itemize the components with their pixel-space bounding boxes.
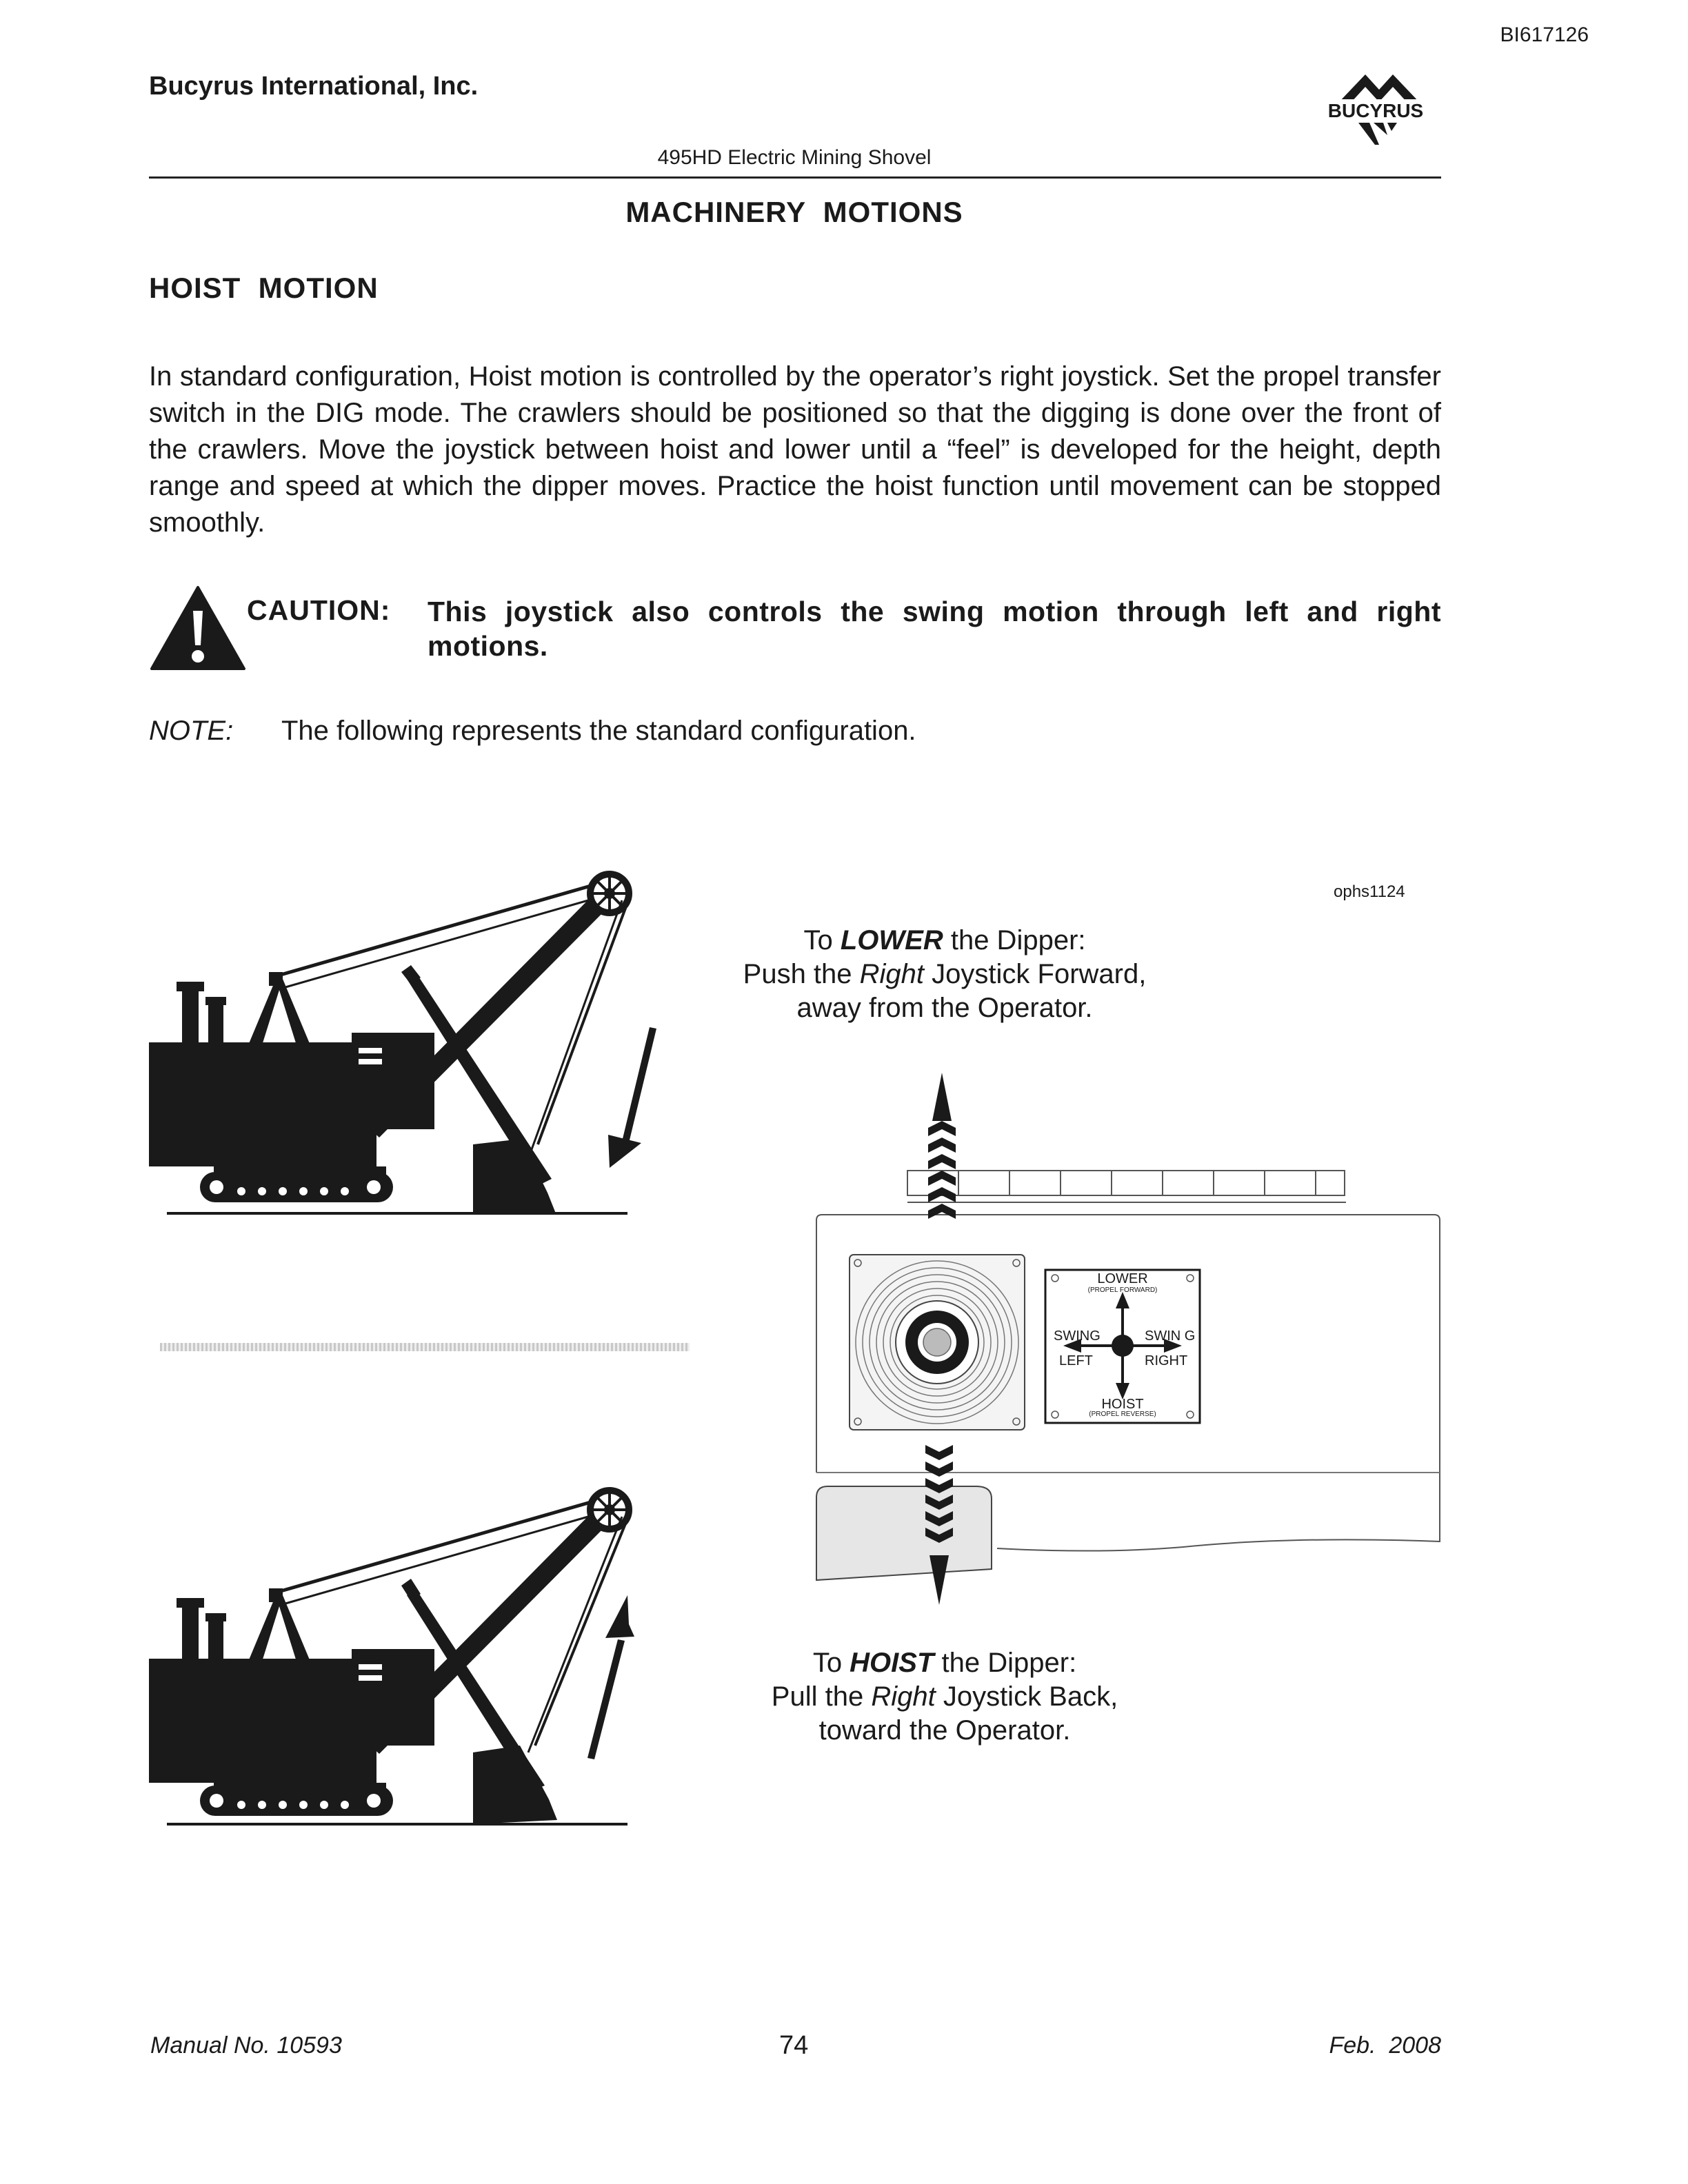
hoist-line3: toward the Operator. [818,1715,1071,1746]
hoist-instruction [690,1646,1200,1748]
lower-line3: away from the Operator. [796,993,1093,1023]
panel-lower-sublabel: (PROPEL FORWARD) [1087,1286,1158,1294]
body-paragraph: In standard configuration, Hoist motion is controlled by the operator’s right joystick. Set the propel transfer switch in the DIG mode. The crawlers should be positioned so that the digging is done over the front of the crawlers. Move the joystick between hoist and lower until a “feel” is developed for the height, depth range and speed at which the dipper moves. Practice the hoist function until movement can be stopped smoothly. [149,361,1441,538]
hoist-line2-emphasis: Right [871,1681,936,1712]
lower-instr-prefix: To [803,925,841,956]
note-text: The following represents the standard configuration. [281,716,916,746]
panel-hoist-sublabel: (PROPEL REVERSE) [1089,1410,1156,1418]
manual-number: Manual No. 10593 [150,2032,342,2059]
lower-action: LOWER [840,925,943,956]
lower-instruction [690,924,1200,1025]
note-label: NOTE: [149,716,234,746]
panel-hoist-label: HOIST [1101,1397,1144,1412]
lower-line2-suffix: Joystick Forward, [924,959,1147,989]
section-title: MACHINERY MOTIONS [625,196,963,228]
caution-text: This joystick also controls the swing motion through left and right motions. [428,596,1441,662]
panel-swing-right-label [1145,1324,1195,1373]
logo-text: BUCYRUS [1327,100,1424,121]
lower-instr-suffix: the Dipper: [943,925,1086,956]
document-subtitle: 495HD Electric Mining Shovel [657,146,932,169]
hoist-instr-suffix: the Dipper: [934,1648,1077,1678]
company-name: Bucyrus International, Inc. [149,72,479,101]
hoist-line2-prefix: Pull the [771,1681,872,1712]
hoist-line2-suffix: Joystick Back, [935,1681,1118,1712]
figure-reference: ophs1124 [1334,882,1405,901]
page-number: 74 [779,2031,809,2060]
panel-swing-left-label [1054,1324,1101,1373]
joystick-console [811,1073,1445,1610]
document-id: BI617126 [1500,23,1589,46]
panel-swing-right-line2: RIGHT [1145,1353,1188,1368]
panel-swing-left-line1: SWING [1054,1328,1101,1344]
publication-date: Feb. 2008 [1329,2032,1441,2059]
subsection-heading: HOIST MOTION [149,272,379,304]
header-rule [149,176,1441,179]
panel-swing-right-line1: SWIN G [1145,1328,1196,1344]
panel-lower-label: LOWER [1097,1271,1148,1286]
hoist-instr-prefix: To [812,1648,850,1678]
panel-swing-left-line2: LEFT [1059,1353,1093,1368]
bucyrus-logo [1310,69,1441,152]
shovel-hoist-illustration [145,1482,669,1834]
shovel-lower-illustration [145,869,669,1220]
lower-line2-emphasis: Right [859,959,925,989]
warning-icon [149,585,247,671]
figure-divider [160,1343,690,1351]
hoist-action: HOIST [850,1648,934,1678]
lower-line2-prefix: Push the [743,959,860,989]
caution-label: CAUTION: [247,594,391,626]
